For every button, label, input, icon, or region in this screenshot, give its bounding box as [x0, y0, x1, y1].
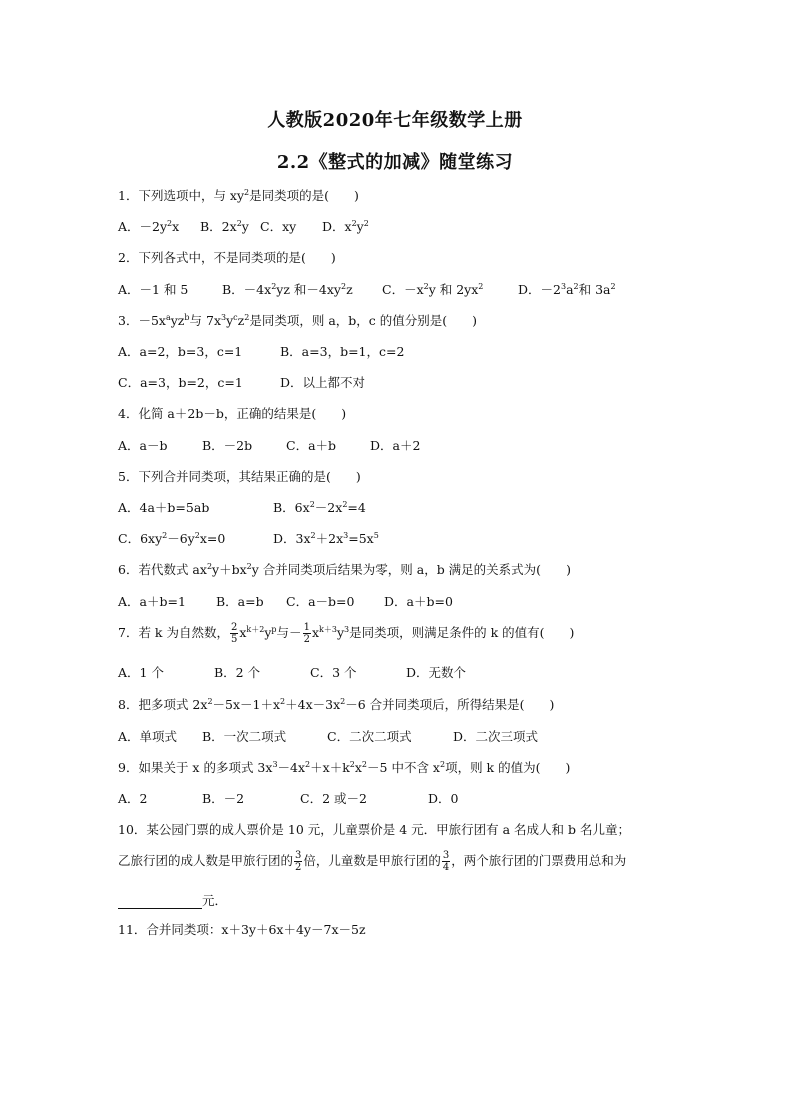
question-6-options	[118, 594, 453, 610]
question-1-options	[118, 219, 369, 235]
q7-option-b: B．2 个	[214, 665, 261, 680]
q1-option-c: C．xy	[260, 219, 297, 234]
q4-option-b: B．－2b	[202, 438, 253, 453]
question-8: 8．把多项式 $2x^2-5x-1+x^2+4x-3x^2-6$ 合并同类项后，所得结果是( )	[118, 697, 555, 712]
q6-option-a: A．a＋b=1	[118, 594, 186, 609]
q6-option-b: B．a=b	[216, 594, 264, 609]
q9-option-d: D．0	[428, 791, 459, 806]
question-7-options	[118, 665, 466, 681]
q8-option-c: C．二次二项式	[327, 729, 412, 744]
q4-option-c: C．a＋b	[286, 438, 337, 453]
question-10-line-2: 乙旅行团的成人数是甲旅行团的 $\frac{3}{2}$ 倍，儿童数是甲旅行团的 $\frac{3}{4}$ ，两个旅行团的门票费用总和为	[118, 850, 627, 873]
question-3: 3．$-5x^ayz^b$与 $7x^3y^cz^2$是同类项，则 a，b，c 的值分别是( )	[118, 313, 477, 328]
q10-fraction-1: $\frac{3}{2}$	[295, 850, 302, 873]
q4-option-a: A．a－b	[118, 438, 168, 453]
q3-option-b: B．a=3，b=1，c=2	[280, 344, 405, 359]
q1-text-end: 是同类项的是( )	[249, 188, 359, 203]
q6-option-d: D．a＋b=0	[384, 594, 453, 609]
q4-option-d: D．a＋2	[370, 438, 421, 453]
q1-option-d: D．$x^2y^2$	[322, 219, 369, 234]
q9-option-a: A．2	[118, 791, 148, 806]
question-9-options	[118, 791, 458, 807]
q7-option-a: A．1 个	[118, 665, 164, 680]
q8-option-b: B．一次二项式	[202, 729, 287, 744]
q6-option-c: C．a－b=0	[286, 594, 355, 609]
question-8-options	[118, 729, 538, 745]
question-2: 2．下列各式中，不是同类项的是( )	[118, 250, 336, 265]
question-5-options-row2	[118, 531, 379, 547]
q1-option-b: B．$2x^2y$	[200, 219, 249, 234]
q5-option-c: C．$6xy^2-6y^2x=0$	[118, 531, 226, 546]
question-4: 4．化简 a＋2b－b，正确的结果是( )	[118, 406, 347, 421]
question-7: 7．若 k 为自然数， $\frac{2}{5}$ $x^{k+2}y^p$与－ $\frac{1}{2}$ $x^{k+3}y^3$是同类项，则满足条件的 k 的值有( )	[118, 622, 575, 645]
question-4-options	[118, 438, 420, 454]
q2-option-b: B．$-4x^2yz$ 和$-4xy^2z$	[222, 282, 353, 297]
answer-blank[interactable]	[118, 895, 202, 909]
q5-option-a: A．4a＋b=5ab	[118, 500, 210, 515]
question-1	[118, 188, 359, 204]
page-title: 人教版2020年七年级数学上册	[267, 110, 523, 131]
q2-option-c: C．$-x^2y$ 和 $2yx^2$	[382, 282, 484, 297]
question-6: 6．若代数式 $ax^2y+bx^2y$ 合并同类项后结果为零，则 a，b 满足的关系式为( )	[118, 562, 571, 577]
q1-exp: 2	[244, 188, 250, 197]
question-5: 5．下列合并同类项，其结果正确的是( )	[118, 469, 361, 484]
q3-option-a: A．a=2，b=3，c=1	[118, 344, 243, 359]
q2-option-a: A．－1 和 5	[118, 282, 189, 297]
question-2-options	[118, 282, 616, 298]
q1-text: 1．下列选项中，与 xy	[118, 188, 245, 203]
q2-option-d: D．$-2^3a^2$和 $3a^2$	[518, 282, 616, 297]
question-11: 11．合并同类项：x＋3y＋6x＋4y－7x－5z	[118, 922, 366, 937]
q9-option-b: B．－2	[202, 791, 245, 806]
q5-option-b: B．$6x^2-2x^2=4$	[273, 500, 366, 515]
q7-option-d: D．无数个	[406, 665, 467, 680]
page-subtitle: 2.2《整式的加减》随堂练习	[276, 152, 514, 173]
q7-option-c: C．3 个	[310, 665, 357, 680]
question-3-options-row2	[118, 375, 365, 391]
q1-option-a: A．$-2y^2x$	[118, 219, 180, 234]
q5-option-d: D．$3x^2+2x^3=5x^5$	[273, 531, 379, 546]
q8-option-d: D．二次三项式	[453, 729, 539, 744]
q7-fraction-2: $\frac{1}{2}$	[303, 622, 310, 645]
question-5-options-row1	[118, 500, 366, 516]
q10-fraction-2: $\frac{3}{4}$	[442, 850, 450, 873]
question-3-options-row1	[118, 344, 404, 360]
q7-fraction-1: $\frac{2}{5}$	[230, 622, 238, 645]
question-10-line-1: 10．某公园门票的成人票价是 10 元，儿童票价是 4 元．甲旅行团有 a 名成人和 b 名儿童；	[118, 822, 631, 837]
q3-option-c: C．a=3，b=2，c=1	[118, 375, 243, 390]
question-9: 9．如果关于 x 的多项式 $3x^3-4x^2+x+k^2x^2-5$ 中不含 $x^2$项，则 k 的值为( )	[118, 760, 571, 775]
q9-option-c: C．2 或－2	[300, 791, 367, 806]
q3-option-d: D．以上都不对	[280, 375, 366, 390]
question-10-line-3: 元．	[118, 893, 227, 909]
q8-option-a: A．单项式	[118, 729, 178, 744]
